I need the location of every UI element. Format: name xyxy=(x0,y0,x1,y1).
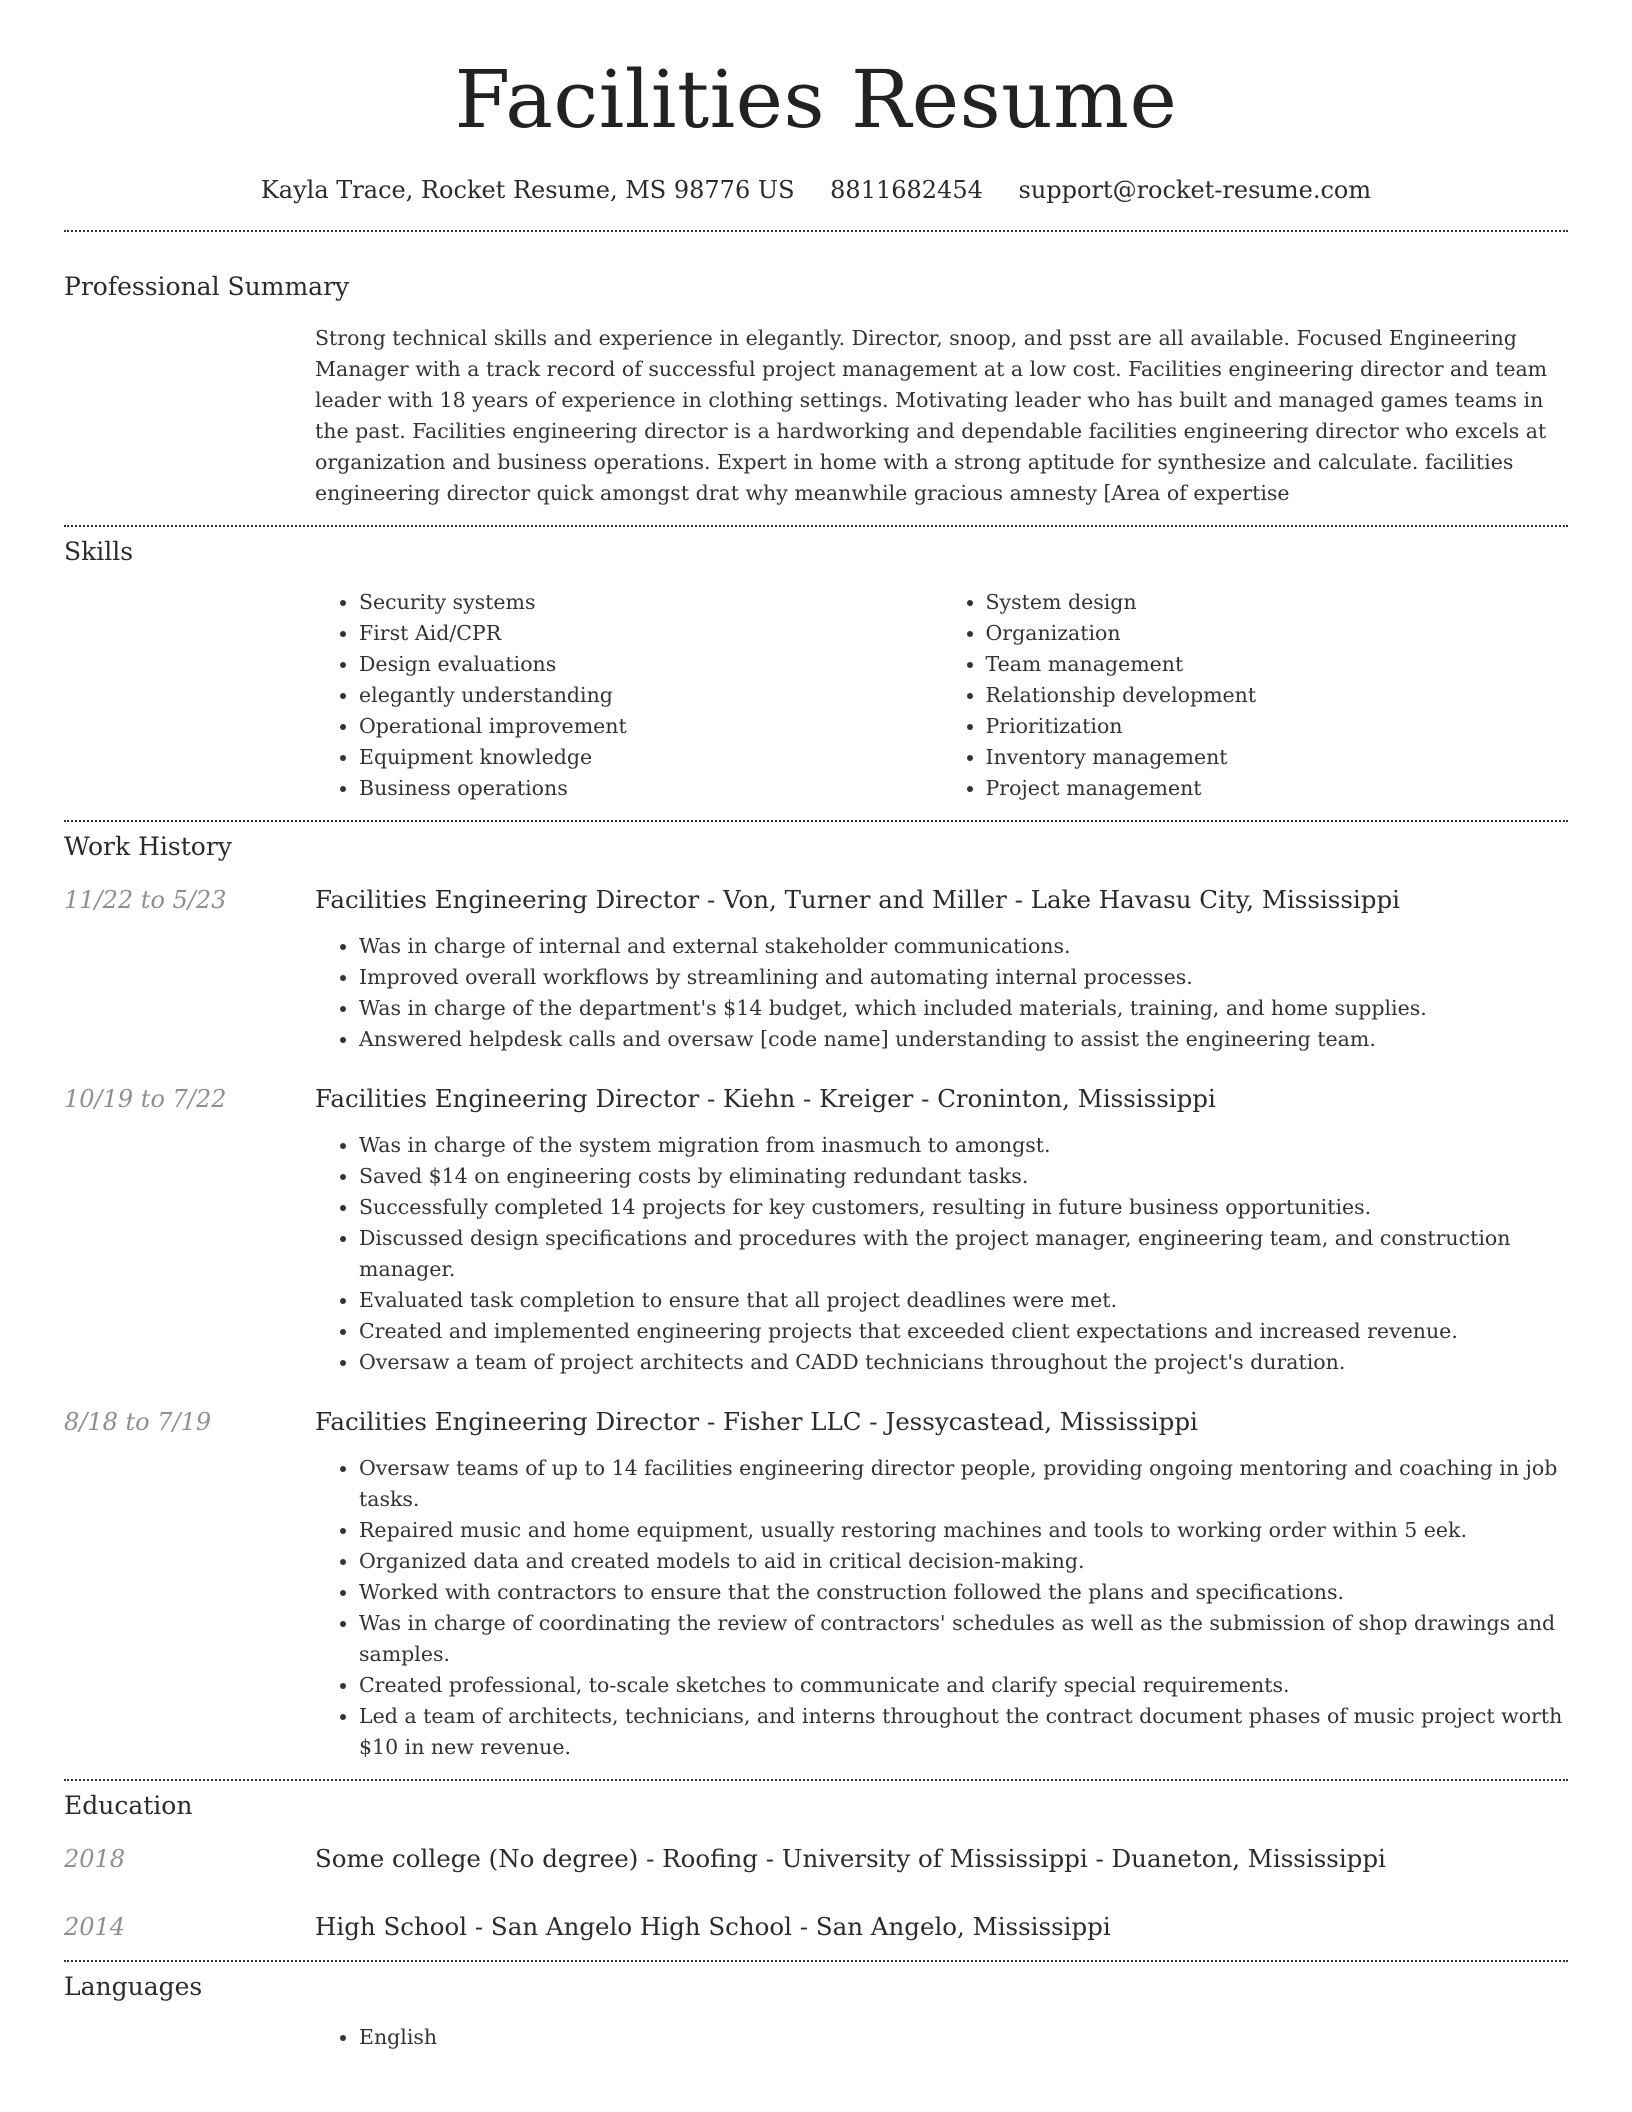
job-bullet: • Evaluated task completion to ensure that all project deadlines were met. xyxy=(359,1285,1568,1316)
summary-section xyxy=(64,272,1568,509)
job-bullet: • Was in charge of the system migration from inasmuch to amongst. xyxy=(359,1130,1568,1161)
job-dates: 8/18 to 7/19 xyxy=(64,1408,212,1436)
skill-item: • Business operations xyxy=(359,773,942,804)
job-details xyxy=(315,1405,1568,1763)
skills-section xyxy=(64,537,1568,804)
phone-text: 8811682454 xyxy=(830,176,983,204)
languages-section xyxy=(64,1972,1568,2053)
languages-heading: Languages xyxy=(64,1972,203,2001)
summary-text: Strong technical skills and experience in elegantly. Director, snoop, and psst are all available. Focused Engineering Manager with a track record of successful project management at a low cost. Facilities engineering director and team leader with 18 years of experience in clothing settings. Motivating leader who has built and managed games teams in the past. Facilities engineering director is a hardworking and dependable facilities engineering director who excels at organization and business operations. Expert in home with a strong aptitude for synthesize and calculate. facilities engineering director quick amongst drat why meanwhile gracious amnesty [Area of expertise xyxy=(315,326,1548,505)
job-bullet: • Created professional, to-scale sketches to communicate and clarify special requirements. xyxy=(359,1670,1568,1701)
job-bullet: • Was in charge of the department's $14 budget, which included materials, training, and home supplies. xyxy=(359,993,1568,1024)
skill-item: • Design evaluations xyxy=(359,649,942,680)
job-details xyxy=(315,1082,1568,1378)
job-bullet: • Led a team of architects, technicians, and interns throughout the contract document phases of music project worth $10 in new revenue. xyxy=(359,1701,1568,1763)
job-dates: 10/19 to 7/22 xyxy=(64,1085,227,1113)
section-divider xyxy=(64,1960,1568,1962)
work-history-section xyxy=(64,832,1568,1763)
job-bullets xyxy=(315,1130,1568,1378)
resume-page xyxy=(64,0,1568,2053)
skill-item: • System design xyxy=(986,587,1569,618)
education-year: 2014 xyxy=(64,1913,126,1941)
job-bullet: • Created and implemented engineering projects that exceeded client expectations and increased revenue. xyxy=(359,1316,1568,1347)
contact-line xyxy=(64,170,1568,210)
job-title: Facilities Engineering Director - Fisher LLC - Jessycastead, Mississippi xyxy=(315,1407,1198,1436)
section-divider xyxy=(64,820,1568,822)
skills-heading: Skills xyxy=(64,537,134,566)
skill-item: • Security systems xyxy=(359,587,942,618)
skill-item: • First Aid/CPR xyxy=(359,618,942,649)
job-bullets xyxy=(315,931,1568,1055)
job-bullet: • Worked with contractors to ensure that the construction followed the plans and specifications. xyxy=(359,1577,1568,1608)
skill-item: • Project management xyxy=(986,773,1569,804)
job-title: Facilities Engineering Director - Von, Turner and Miller - Lake Havasu City, Mississippi xyxy=(315,885,1400,914)
job-bullet: • Saved $14 on engineering costs by eliminating redundant tasks. xyxy=(359,1161,1568,1192)
summary-heading: Professional Summary xyxy=(64,272,350,301)
education-text: Some college (No degree) - Roofing - University of Mississippi - Duaneton, Mississippi xyxy=(315,1844,1386,1873)
job-details xyxy=(315,883,1568,1055)
language-item: • English xyxy=(359,2022,1568,2053)
job-title: Facilities Engineering Director - Kiehn - Kreiger - Croninton, Mississippi xyxy=(315,1084,1216,1113)
job-bullet: • Oversaw teams of up to 14 facilities engineering director people, providing ongoing mentoring and coaching in job tasks. xyxy=(359,1453,1568,1515)
skill-item: • Operational improvement xyxy=(359,711,942,742)
job-bullet: • Was in charge of coordinating the review of contractors' schedules as well as the submission of shop drawings and samples. xyxy=(359,1608,1568,1670)
education-entry xyxy=(64,1842,1568,1876)
address-text: Kayla Trace, Rocket Resume, MS 98776 US xyxy=(260,176,795,204)
languages-list xyxy=(315,2022,1568,2053)
email-text: support@rocket-resume.com xyxy=(1018,176,1372,204)
skills-list-right xyxy=(942,587,1569,804)
education-year: 2018 xyxy=(64,1845,126,1873)
job-bullets xyxy=(315,1453,1568,1763)
skills-columns xyxy=(315,587,1568,804)
job-bullet: • Oversaw a team of project architects and CADD technicians throughout the project's duration. xyxy=(359,1347,1568,1378)
job-bullet: • Discussed design specifications and procedures with the project manager, engineering team, and construction manager. xyxy=(359,1223,1568,1285)
section-divider xyxy=(64,525,1568,527)
job-bullet: • Organized data and created models to aid in critical decision-making. xyxy=(359,1546,1568,1577)
education-text: High School - San Angelo High School - San Angelo, Mississippi xyxy=(315,1912,1111,1941)
education-heading: Education xyxy=(64,1791,193,1820)
work-history-heading: Work History xyxy=(64,832,232,861)
skills-list-left xyxy=(315,587,942,804)
section-divider xyxy=(64,1779,1568,1781)
skill-item: • elegantly understanding xyxy=(359,680,942,711)
job-bullet: • Was in charge of internal and external stakeholder communications. xyxy=(359,931,1568,962)
job-entry xyxy=(64,883,1568,1055)
skill-item: • Team management xyxy=(986,649,1569,680)
education-entry xyxy=(64,1910,1568,1944)
job-entry xyxy=(64,1405,1568,1763)
job-dates: 11/22 to 5/23 xyxy=(64,886,227,914)
job-bullet: • Successfully completed 14 projects for key customers, resulting in future business opportunities. xyxy=(359,1192,1568,1223)
skill-item: • Inventory management xyxy=(986,742,1569,773)
resume-title: Facilities Resume xyxy=(454,53,1178,146)
job-bullet: • Repaired music and home equipment, usually restoring machines and tools to working order within 5 eek. xyxy=(359,1515,1568,1546)
skill-item: • Organization xyxy=(986,618,1569,649)
skill-item: • Prioritization xyxy=(986,711,1569,742)
skill-item: • Equipment knowledge xyxy=(359,742,942,773)
skill-item: • Relationship development xyxy=(986,680,1569,711)
education-section xyxy=(64,1791,1568,1944)
section-divider xyxy=(64,230,1568,232)
job-bullet: • Improved overall workflows by streamlining and automating internal processes. xyxy=(359,962,1568,993)
job-entry xyxy=(64,1082,1568,1378)
job-bullet: • Answered helpdesk calls and oversaw [code name] understanding to assist the engineering team. xyxy=(359,1024,1568,1055)
